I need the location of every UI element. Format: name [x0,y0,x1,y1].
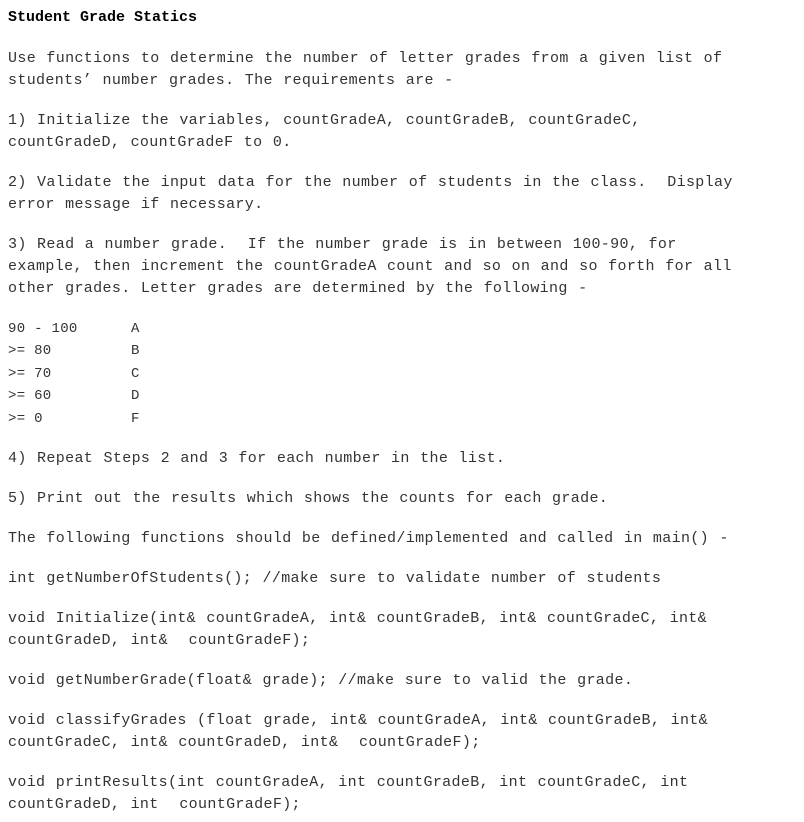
grade-range: >= 70 [8,365,52,382]
function-signature: void printResults(int countGradeA, int countGradeB, int countGradeC, int countGradeD, int countGradeF); [8,774,689,814]
function-signature: void classifyGrades (float grade, int& countGradeA, int& countGradeB, int& countGradeC, int& countGradeD, int& countGradeF); [8,712,709,752]
grade-letter: A [131,321,140,337]
grade-table [8,318,804,430]
step-3-paragraph: 3) Read a number grade. If the number grade is in between 100-90, for example, then increment the countGradeA count and so on and so forth for all other grades. Letter grades are determined by the following - [8,236,732,297]
step-2-paragraph: 2) Validate the input data for the number of students in the class. Display error message if necessary. [8,174,733,213]
function-signature: void getNumberGrade(float& grade); //make sure to valid the grade. [8,672,634,690]
grade-range: 90 - 100 [8,321,78,337]
step-1-paragraph: 1) Initialize the variables, countGradeA, countGradeB, countGradeC, countGradeD, countGradeF to 0. [8,112,641,151]
grade-range: >= 60 [8,388,52,405]
intro-paragraph: Use functions to determine the number of letter grades from a given list of students’ number grades. The requirements are - [8,50,723,89]
grade-letter: F [131,410,140,427]
function-signature: void Initialize(int& countGradeA, int& countGradeB, int& countGradeC, int& countGradeD, int& countGradeF); [8,610,708,650]
grade-row [8,363,804,385]
step-4-paragraph: 4) Repeat Steps 2 and 3 for each number in the list. [8,450,506,468]
function-signature: int getNumberOfStudents(); //make sure to validate number of students [8,570,662,588]
grade-row [8,385,804,407]
functions-intro: The following functions should be defined/implemented and called in main() - [8,530,729,548]
grade-row [8,340,804,362]
grade-range: >= 80 [8,343,52,360]
grade-range: >= 0 [8,410,43,427]
document-title: Student Grade Statics [8,9,198,26]
step-5-paragraph: 5) Print out the results which shows the counts for each grade. [8,490,609,508]
grade-row [8,408,804,430]
grade-letter: D [131,388,140,405]
grade-letter: C [131,365,140,382]
grade-letter: B [131,343,140,360]
grade-row [8,318,804,340]
